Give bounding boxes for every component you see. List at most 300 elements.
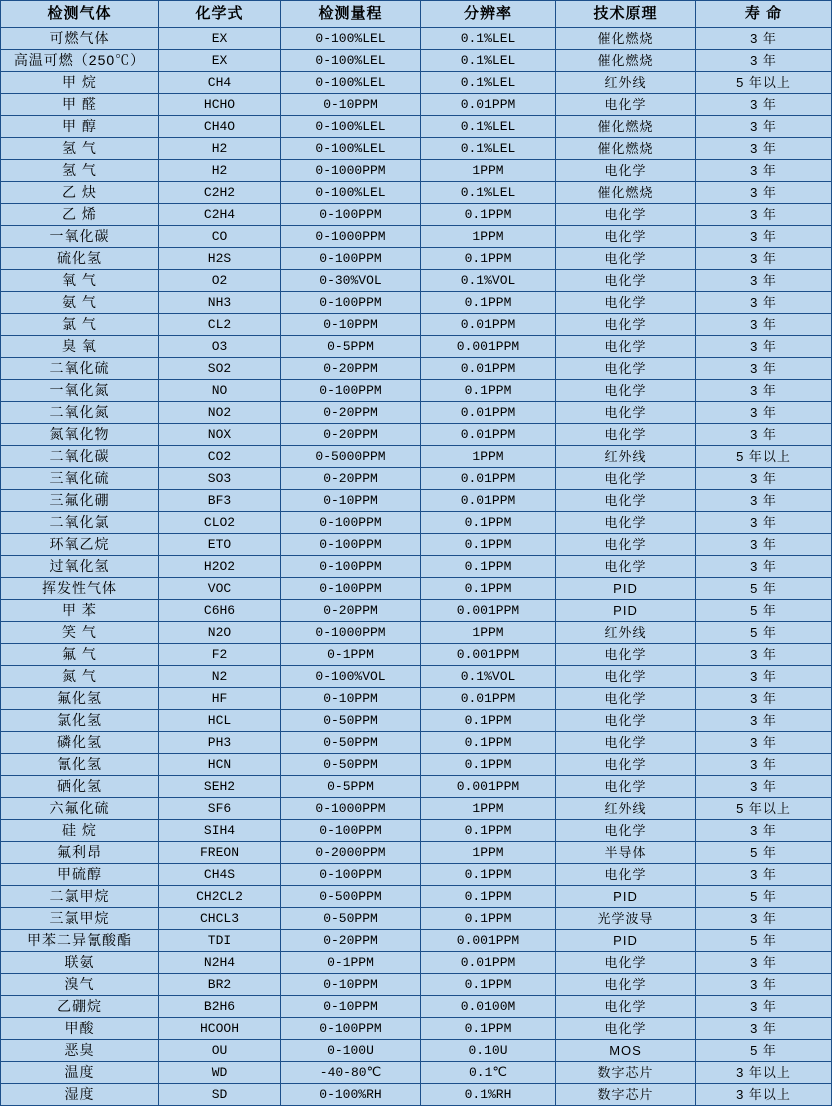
cell-lifetime: 3 年 <box>696 1018 832 1040</box>
cell-range: 0-100U <box>281 1040 421 1062</box>
cell-range: 0-5000PPM <box>281 446 421 468</box>
table-row <box>1 72 832 94</box>
cell-gas-name: 二氧化碳 <box>1 446 159 468</box>
cell-lifetime: 5 年 <box>696 886 832 908</box>
cell-resolution: 0.1PPM <box>421 534 556 556</box>
cell-principle: 电化学 <box>556 864 696 886</box>
cell-gas-name: 氮氧化物 <box>1 424 159 446</box>
cell-gas-name: 氟化氢 <box>1 688 159 710</box>
cell-principle: 电化学 <box>556 512 696 534</box>
cell-gas-name: 氢 气 <box>1 138 159 160</box>
table-row <box>1 314 832 336</box>
cell-formula: O3 <box>159 336 281 358</box>
cell-resolution: 0.1%LEL <box>421 138 556 160</box>
table-row <box>1 138 832 160</box>
cell-formula: SO2 <box>159 358 281 380</box>
cell-gas-name: 氯 气 <box>1 314 159 336</box>
cell-range: 0-100PPM <box>281 1018 421 1040</box>
cell-lifetime: 3 年 <box>696 996 832 1018</box>
cell-gas-name: 恶臭 <box>1 1040 159 1062</box>
cell-lifetime: 5 年 <box>696 930 832 952</box>
cell-gas-name: 三氯甲烷 <box>1 908 159 930</box>
cell-resolution: 0.1%LEL <box>421 182 556 204</box>
table-row <box>1 1062 832 1084</box>
table-row <box>1 468 832 490</box>
cell-lifetime: 3 年 <box>696 666 832 688</box>
cell-range: 0-100PPM <box>281 534 421 556</box>
cell-principle: 红外线 <box>556 72 696 94</box>
cell-gas-name: 挥发性气体 <box>1 578 159 600</box>
cell-formula: CH2CL2 <box>159 886 281 908</box>
table-row <box>1 908 832 930</box>
cell-range: 0-100PPM <box>281 292 421 314</box>
cell-resolution: 0.1%RH <box>421 1084 556 1106</box>
cell-principle: 催化燃烧 <box>556 138 696 160</box>
cell-resolution: 1PPM <box>421 446 556 468</box>
cell-lifetime: 3 年 <box>696 688 832 710</box>
cell-resolution: 0.1%LEL <box>421 72 556 94</box>
cell-gas-name: 温度 <box>1 1062 159 1084</box>
cell-range: 0-100%LEL <box>281 50 421 72</box>
cell-principle: 电化学 <box>556 710 696 732</box>
cell-principle: 电化学 <box>556 776 696 798</box>
cell-gas-name: 甲 醇 <box>1 116 159 138</box>
cell-gas-name: 磷化氢 <box>1 732 159 754</box>
cell-resolution: 1PPM <box>421 226 556 248</box>
cell-gas-name: 三氧化硫 <box>1 468 159 490</box>
cell-gas-name: 乙 烯 <box>1 204 159 226</box>
cell-principle: 催化燃烧 <box>556 182 696 204</box>
cell-resolution: 0.001PPM <box>421 776 556 798</box>
cell-range: 0-50PPM <box>281 908 421 930</box>
cell-resolution: 0.1PPM <box>421 204 556 226</box>
cell-range: 0-10PPM <box>281 490 421 512</box>
cell-formula: CO2 <box>159 446 281 468</box>
cell-formula: PH3 <box>159 732 281 754</box>
cell-formula: CLO2 <box>159 512 281 534</box>
table-row <box>1 424 832 446</box>
cell-principle: PID <box>556 930 696 952</box>
cell-lifetime: 3 年 <box>696 248 832 270</box>
cell-range: 0-10PPM <box>281 974 421 996</box>
cell-resolution: 0.001PPM <box>421 644 556 666</box>
cell-lifetime: 3 年 <box>696 644 832 666</box>
cell-lifetime: 5 年以上 <box>696 446 832 468</box>
cell-resolution: 1PPM <box>421 842 556 864</box>
cell-resolution: 0.01PPM <box>421 94 556 116</box>
cell-range: 0-100%LEL <box>281 182 421 204</box>
cell-range: -40-80℃ <box>281 1062 421 1084</box>
cell-resolution: 0.01PPM <box>421 490 556 512</box>
cell-resolution: 0.1%LEL <box>421 50 556 72</box>
cell-formula: NO2 <box>159 402 281 424</box>
cell-lifetime: 5 年以上 <box>696 72 832 94</box>
cell-range: 0-100PPM <box>281 578 421 600</box>
cell-lifetime: 3 年 <box>696 754 832 776</box>
table-body <box>1 28 832 1106</box>
cell-resolution: 0.01PPM <box>421 358 556 380</box>
cell-principle: 电化学 <box>556 402 696 424</box>
cell-principle: 电化学 <box>556 248 696 270</box>
cell-range: 0-1000PPM <box>281 798 421 820</box>
cell-gas-name: 二氧化氯 <box>1 512 159 534</box>
cell-gas-name: 甲苯二异氰酸酯 <box>1 930 159 952</box>
table-row <box>1 644 832 666</box>
table-header-row <box>1 1 832 28</box>
column-header-range: 检测量程 <box>281 1 421 28</box>
cell-gas-name: 联氨 <box>1 952 159 974</box>
cell-formula: HCL <box>159 710 281 732</box>
table-row <box>1 534 832 556</box>
cell-range: 0-100%RH <box>281 1084 421 1106</box>
table-row <box>1 490 832 512</box>
cell-principle: 催化燃烧 <box>556 116 696 138</box>
cell-resolution: 0.1PPM <box>421 578 556 600</box>
cell-formula: O2 <box>159 270 281 292</box>
cell-lifetime: 3 年 <box>696 314 832 336</box>
cell-lifetime: 3 年 <box>696 292 832 314</box>
cell-lifetime: 5 年 <box>696 842 832 864</box>
cell-principle: 电化学 <box>556 754 696 776</box>
table-row <box>1 864 832 886</box>
cell-gas-name: 溴气 <box>1 974 159 996</box>
cell-principle: 电化学 <box>556 380 696 402</box>
cell-gas-name: 硒化氢 <box>1 776 159 798</box>
cell-resolution: 0.1PPM <box>421 1018 556 1040</box>
cell-gas-name: 氯化氢 <box>1 710 159 732</box>
cell-formula: FREON <box>159 842 281 864</box>
cell-formula: EX <box>159 50 281 72</box>
cell-resolution: 0.1PPM <box>421 732 556 754</box>
cell-resolution: 0.01PPM <box>421 952 556 974</box>
table-row <box>1 578 832 600</box>
cell-gas-name: 可燃气体 <box>1 28 159 50</box>
cell-resolution: 0.01PPM <box>421 314 556 336</box>
cell-range: 0-20PPM <box>281 600 421 622</box>
cell-resolution: 0.001PPM <box>421 930 556 952</box>
cell-lifetime: 3 年 <box>696 952 832 974</box>
cell-range: 0-10PPM <box>281 996 421 1018</box>
cell-principle: 电化学 <box>556 666 696 688</box>
cell-resolution: 0.1PPM <box>421 512 556 534</box>
cell-formula: BF3 <box>159 490 281 512</box>
cell-formula: N2H4 <box>159 952 281 974</box>
cell-principle: 电化学 <box>556 358 696 380</box>
cell-range: 0-100%VOL <box>281 666 421 688</box>
cell-range: 0-50PPM <box>281 754 421 776</box>
cell-formula: CH4 <box>159 72 281 94</box>
cell-gas-name: 三氟化硼 <box>1 490 159 512</box>
cell-lifetime: 3 年以上 <box>696 1062 832 1084</box>
table-row <box>1 50 832 72</box>
table-row <box>1 776 832 798</box>
cell-principle: 电化学 <box>556 732 696 754</box>
cell-resolution: 1PPM <box>421 160 556 182</box>
cell-range: 0-100PPM <box>281 204 421 226</box>
table-row <box>1 600 832 622</box>
cell-lifetime: 3 年 <box>696 380 832 402</box>
cell-principle: MOS <box>556 1040 696 1062</box>
cell-principle: 光学波导 <box>556 908 696 930</box>
cell-gas-name: 甲酸 <box>1 1018 159 1040</box>
cell-gas-name: 氧 气 <box>1 270 159 292</box>
cell-formula: SF6 <box>159 798 281 820</box>
cell-principle: 电化学 <box>556 336 696 358</box>
table-row <box>1 842 832 864</box>
cell-lifetime: 5 年以上 <box>696 798 832 820</box>
cell-gas-name: 氟 气 <box>1 644 159 666</box>
cell-range: 0-20PPM <box>281 358 421 380</box>
table-row <box>1 688 832 710</box>
cell-resolution: 0.001PPM <box>421 600 556 622</box>
cell-principle: 电化学 <box>556 160 696 182</box>
table-row <box>1 974 832 996</box>
cell-formula: CO <box>159 226 281 248</box>
cell-principle: 电化学 <box>556 270 696 292</box>
cell-formula: HF <box>159 688 281 710</box>
cell-gas-name: 二氧化硫 <box>1 358 159 380</box>
cell-formula: CL2 <box>159 314 281 336</box>
cell-resolution: 0.01PPM <box>421 424 556 446</box>
cell-resolution: 0.01PPM <box>421 402 556 424</box>
cell-range: 0-100%LEL <box>281 116 421 138</box>
cell-lifetime: 5 年 <box>696 600 832 622</box>
cell-formula: F2 <box>159 644 281 666</box>
cell-range: 0-30%VOL <box>281 270 421 292</box>
cell-lifetime: 3 年 <box>696 776 832 798</box>
cell-gas-name: 氨 气 <box>1 292 159 314</box>
cell-formula: N2O <box>159 622 281 644</box>
cell-gas-name: 高温可燃（250℃） <box>1 50 159 72</box>
cell-range: 0-1PPM <box>281 644 421 666</box>
cell-range: 0-100PPM <box>281 248 421 270</box>
cell-principle: 红外线 <box>556 798 696 820</box>
cell-principle: 电化学 <box>556 314 696 336</box>
cell-formula: OU <box>159 1040 281 1062</box>
cell-principle: 电化学 <box>556 1018 696 1040</box>
cell-range: 0-50PPM <box>281 710 421 732</box>
table-row <box>1 226 832 248</box>
cell-principle: 电化学 <box>556 534 696 556</box>
cell-gas-name: 二氯甲烷 <box>1 886 159 908</box>
cell-principle: 数字芯片 <box>556 1084 696 1106</box>
cell-formula: H2 <box>159 160 281 182</box>
cell-principle: PID <box>556 886 696 908</box>
cell-gas-name: 氢 气 <box>1 160 159 182</box>
cell-formula: VOC <box>159 578 281 600</box>
cell-gas-name: 乙硼烷 <box>1 996 159 1018</box>
cell-lifetime: 3 年 <box>696 94 832 116</box>
cell-formula: NOX <box>159 424 281 446</box>
table-row <box>1 28 832 50</box>
cell-resolution: 0.1PPM <box>421 908 556 930</box>
cell-principle: 数字芯片 <box>556 1062 696 1084</box>
cell-resolution: 0.1℃ <box>421 1062 556 1084</box>
cell-lifetime: 3 年 <box>696 28 832 50</box>
column-header-principle: 技术原理 <box>556 1 696 28</box>
cell-lifetime: 5 年 <box>696 1040 832 1062</box>
cell-range: 0-20PPM <box>281 424 421 446</box>
cell-principle: 电化学 <box>556 556 696 578</box>
cell-gas-name: 甲硫醇 <box>1 864 159 886</box>
cell-formula: HCOOH <box>159 1018 281 1040</box>
table-row <box>1 732 832 754</box>
cell-resolution: 0.1PPM <box>421 864 556 886</box>
cell-principle: 电化学 <box>556 952 696 974</box>
cell-formula: WD <box>159 1062 281 1084</box>
cell-gas-name: 六氟化硫 <box>1 798 159 820</box>
table-row <box>1 182 832 204</box>
cell-principle: 催化燃烧 <box>556 50 696 72</box>
cell-principle: 电化学 <box>556 820 696 842</box>
table-row <box>1 160 832 182</box>
cell-resolution: 0.1PPM <box>421 292 556 314</box>
cell-gas-name: 过氧化氢 <box>1 556 159 578</box>
cell-gas-name: 氮 气 <box>1 666 159 688</box>
cell-resolution: 0.1PPM <box>421 380 556 402</box>
cell-formula: C2H4 <box>159 204 281 226</box>
cell-gas-name: 一氧化氮 <box>1 380 159 402</box>
cell-principle: 催化燃烧 <box>556 28 696 50</box>
cell-range: 0-20PPM <box>281 930 421 952</box>
cell-resolution: 0.1PPM <box>421 248 556 270</box>
table-row <box>1 336 832 358</box>
cell-gas-name: 甲 苯 <box>1 600 159 622</box>
cell-gas-name: 乙 炔 <box>1 182 159 204</box>
cell-range: 0-1PPM <box>281 952 421 974</box>
table-row <box>1 292 832 314</box>
cell-lifetime: 3 年 <box>696 490 832 512</box>
cell-lifetime: 3 年 <box>696 732 832 754</box>
cell-gas-name: 氟利昂 <box>1 842 159 864</box>
table-row <box>1 1018 832 1040</box>
table-row <box>1 446 832 468</box>
cell-range: 0-100PPM <box>281 820 421 842</box>
column-header-formula: 化学式 <box>159 1 281 28</box>
cell-formula: H2S <box>159 248 281 270</box>
cell-principle: 电化学 <box>556 688 696 710</box>
cell-formula: CH4S <box>159 864 281 886</box>
cell-lifetime: 3 年 <box>696 556 832 578</box>
cell-lifetime: 3 年 <box>696 710 832 732</box>
table-row <box>1 94 832 116</box>
cell-range: 0-20PPM <box>281 402 421 424</box>
cell-lifetime: 3 年 <box>696 50 832 72</box>
cell-formula: SO3 <box>159 468 281 490</box>
cell-formula: SD <box>159 1084 281 1106</box>
cell-lifetime: 3 年以上 <box>696 1084 832 1106</box>
cell-formula: N2 <box>159 666 281 688</box>
cell-range: 0-10PPM <box>281 94 421 116</box>
cell-formula: EX <box>159 28 281 50</box>
cell-resolution: 0.01PPM <box>421 468 556 490</box>
cell-formula: HCN <box>159 754 281 776</box>
table-row <box>1 710 832 732</box>
cell-range: 0-100%LEL <box>281 72 421 94</box>
cell-lifetime: 5 年 <box>696 578 832 600</box>
cell-lifetime: 3 年 <box>696 160 832 182</box>
cell-formula: NO <box>159 380 281 402</box>
cell-resolution: 0.1%LEL <box>421 28 556 50</box>
cell-gas-name: 笑 气 <box>1 622 159 644</box>
table-row <box>1 204 832 226</box>
cell-gas-name: 甲 烷 <box>1 72 159 94</box>
cell-range: 0-1000PPM <box>281 226 421 248</box>
cell-principle: 电化学 <box>556 490 696 512</box>
cell-principle: 电化学 <box>556 644 696 666</box>
cell-range: 0-100%LEL <box>281 138 421 160</box>
table-row <box>1 886 832 908</box>
cell-range: 0-100PPM <box>281 380 421 402</box>
table-row <box>1 622 832 644</box>
cell-range: 0-500PPM <box>281 886 421 908</box>
cell-resolution: 0.1PPM <box>421 754 556 776</box>
cell-principle: 电化学 <box>556 468 696 490</box>
cell-lifetime: 3 年 <box>696 534 832 556</box>
cell-lifetime: 3 年 <box>696 138 832 160</box>
cell-resolution: 0.001PPM <box>421 336 556 358</box>
cell-gas-name: 一氧化碳 <box>1 226 159 248</box>
cell-gas-name: 硅 烷 <box>1 820 159 842</box>
table-row <box>1 930 832 952</box>
cell-principle: PID <box>556 600 696 622</box>
table-row <box>1 402 832 424</box>
table-row <box>1 358 832 380</box>
cell-formula: H2 <box>159 138 281 160</box>
cell-principle: 电化学 <box>556 974 696 996</box>
cell-formula: C6H6 <box>159 600 281 622</box>
cell-lifetime: 3 年 <box>696 974 832 996</box>
cell-gas-name: 环氧乙烷 <box>1 534 159 556</box>
table-row <box>1 270 832 292</box>
cell-range: 0-100PPM <box>281 556 421 578</box>
cell-formula: SIH4 <box>159 820 281 842</box>
cell-lifetime: 3 年 <box>696 512 832 534</box>
cell-range: 0-1000PPM <box>281 160 421 182</box>
cell-range: 0-50PPM <box>281 732 421 754</box>
cell-resolution: 0.1%VOL <box>421 666 556 688</box>
cell-lifetime: 3 年 <box>696 468 832 490</box>
cell-gas-name: 二氧化氮 <box>1 402 159 424</box>
cell-resolution: 0.0100M <box>421 996 556 1018</box>
cell-range: 0-2000PPM <box>281 842 421 864</box>
cell-range: 0-10PPM <box>281 314 421 336</box>
table-row <box>1 512 832 534</box>
cell-resolution: 0.1PPM <box>421 820 556 842</box>
cell-resolution: 0.1PPM <box>421 974 556 996</box>
cell-formula: TDI <box>159 930 281 952</box>
cell-lifetime: 3 年 <box>696 204 832 226</box>
cell-resolution: 0.1%VOL <box>421 270 556 292</box>
cell-resolution: 0.1PPM <box>421 886 556 908</box>
cell-principle: 电化学 <box>556 292 696 314</box>
cell-formula: SEH2 <box>159 776 281 798</box>
cell-principle: 电化学 <box>556 996 696 1018</box>
cell-lifetime: 3 年 <box>696 336 832 358</box>
cell-resolution: 1PPM <box>421 622 556 644</box>
cell-resolution: 0.1PPM <box>421 710 556 732</box>
cell-principle: 半导体 <box>556 842 696 864</box>
cell-range: 0-100PPM <box>281 864 421 886</box>
cell-gas-name: 氰化氢 <box>1 754 159 776</box>
cell-range: 0-5PPM <box>281 776 421 798</box>
table-row <box>1 1084 832 1106</box>
cell-lifetime: 3 年 <box>696 424 832 446</box>
table-row <box>1 556 832 578</box>
cell-range: 0-10PPM <box>281 688 421 710</box>
table-row <box>1 116 832 138</box>
cell-principle: PID <box>556 578 696 600</box>
